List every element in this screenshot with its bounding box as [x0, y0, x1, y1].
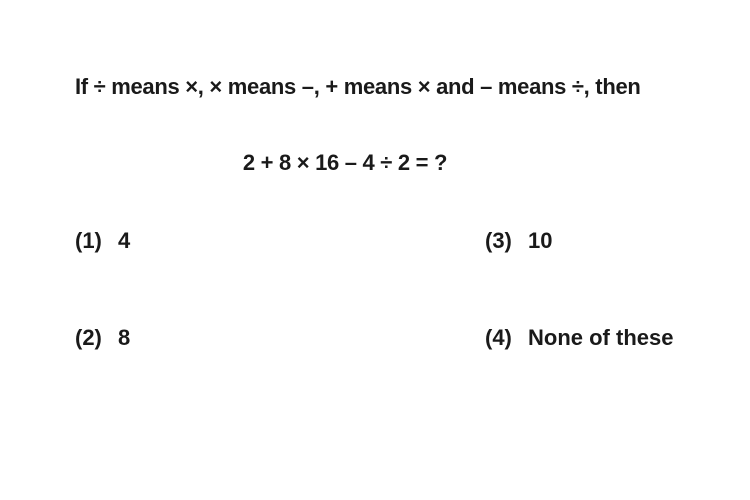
- question-expression: 2 + 8 × 16 – 4 ÷ 2 = ?: [242, 150, 448, 175]
- option-1[interactable]: [75, 228, 130, 254]
- option-number: (3): [485, 228, 512, 253]
- option-value: 4: [118, 228, 131, 253]
- option-number: (1): [75, 228, 102, 253]
- option-number: (2): [75, 325, 102, 350]
- question-text: If ÷ means ×, × means –, + means × and – means ÷, then: [75, 74, 641, 99]
- option-3[interactable]: [485, 228, 552, 254]
- option-2[interactable]: [75, 325, 130, 351]
- option-value: 8: [118, 325, 131, 350]
- option-value: None of these: [528, 325, 674, 350]
- option-number: (4): [485, 325, 512, 350]
- option-4[interactable]: [485, 325, 673, 351]
- option-value: 10: [528, 228, 553, 253]
